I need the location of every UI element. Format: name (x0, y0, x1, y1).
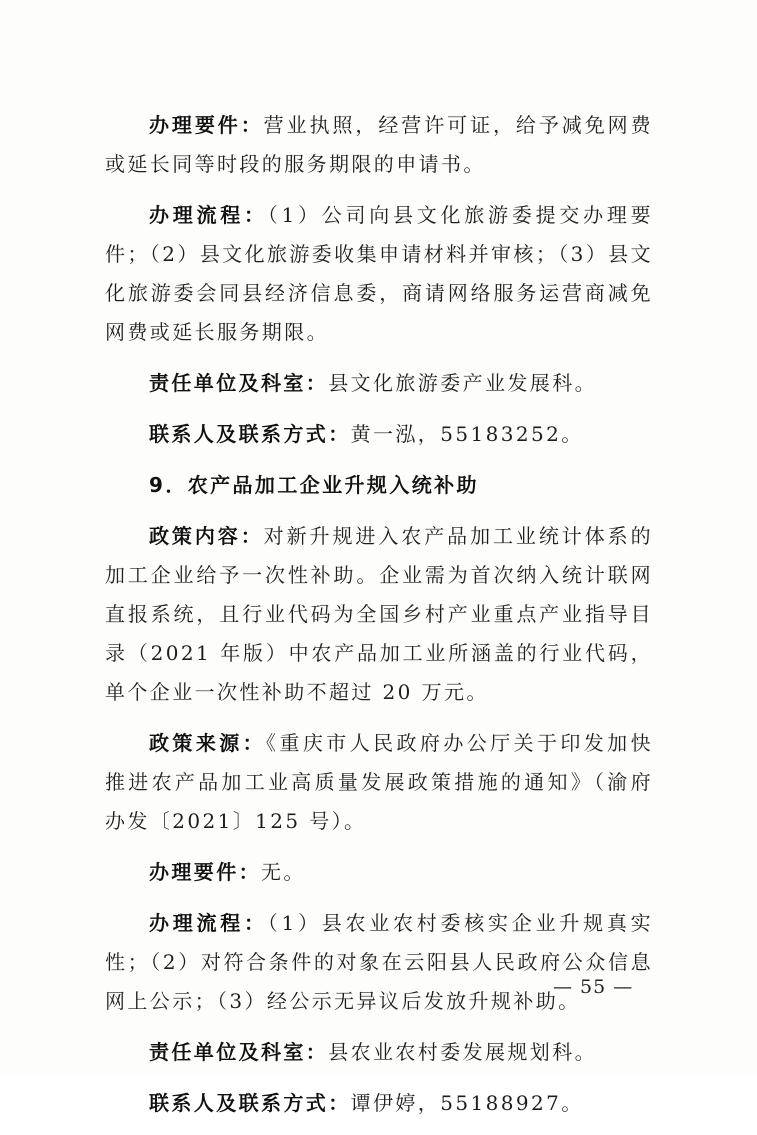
paragraph-policy-source (105, 724, 653, 841)
paragraph-contact-2 (105, 1084, 653, 1123)
paragraph-process-2 (105, 904, 653, 1021)
section-heading-9: 9．农产品加工企业升规入统补助 (149, 473, 479, 497)
label-policy-content: 政策内容： (149, 524, 264, 548)
label-responsible-unit: 责任单位及科室： (149, 1040, 329, 1064)
text-policy-content: 对新升规进入农产品加工业统计体系的加工企业给予一次性补助。企业需为首次纳入统计联网直报系统，且行业代码为全国乡村产业重点产业指导目录（2021 年版）中农产品加工业所涵盖的行业代码，单个企业一次性补助不超过 20 万元。 (105, 524, 653, 704)
text-process: （1）县农业农村委核实企业升规真实性；（2）对符合条件的对象在云阳县人民政府公众信息网上公示；（3）经公示无异议后发放升规补助。 (105, 911, 653, 1013)
page-number: — 55 — (553, 976, 634, 998)
label-process: 办理流程： (149, 911, 268, 935)
paragraph-contact-1 (105, 415, 653, 454)
text-responsible-unit: 县文化旅游委产业发展科。 (328, 371, 598, 395)
label-contact: 联系人及联系方式： (149, 1091, 351, 1115)
label-requirements: 办理要件： (149, 860, 261, 884)
paragraph-requirements-1 (105, 106, 653, 184)
text-responsible-unit: 县农业农村委发展规划科。 (328, 1040, 598, 1064)
paragraph-requirements-2 (105, 853, 653, 892)
label-process: 办理流程： (149, 203, 268, 227)
text-contact: 黄一泓，55183252。 (350, 422, 584, 446)
text-contact: 谭伊婷，55188927。 (350, 1091, 584, 1115)
text-process: （1）公司向县文化旅游委提交办理要件；（2）县文化旅游委收集申请材料并审核；（3）县文化旅游委会同县经济信息委，商请网络服务运营商减免网费或延长服务期限。 (105, 203, 653, 344)
text-requirements: 营业执照，经营许可证，给予减免网费或延长同等时段的服务期限的申请书。 (105, 113, 653, 176)
label-contact: 联系人及联系方式： (149, 422, 351, 446)
paragraph-responsible-unit-1 (105, 364, 653, 403)
paragraph-process-1 (105, 196, 653, 352)
label-responsible-unit: 责任单位及科室： (149, 371, 329, 395)
paragraph-responsible-unit-2 (105, 1033, 653, 1072)
label-requirements: 办理要件： (149, 113, 264, 137)
label-policy-source: 政策来源： (149, 731, 267, 755)
text-policy-source: 《重庆市人民政府办公厅关于印发加快推进农产品加工业高质量发展政策措施的通知》（渝府办发〔2021〕125 号）。 (105, 731, 653, 833)
text-requirements: 无。 (261, 860, 306, 884)
paragraph-policy-content (105, 517, 653, 712)
